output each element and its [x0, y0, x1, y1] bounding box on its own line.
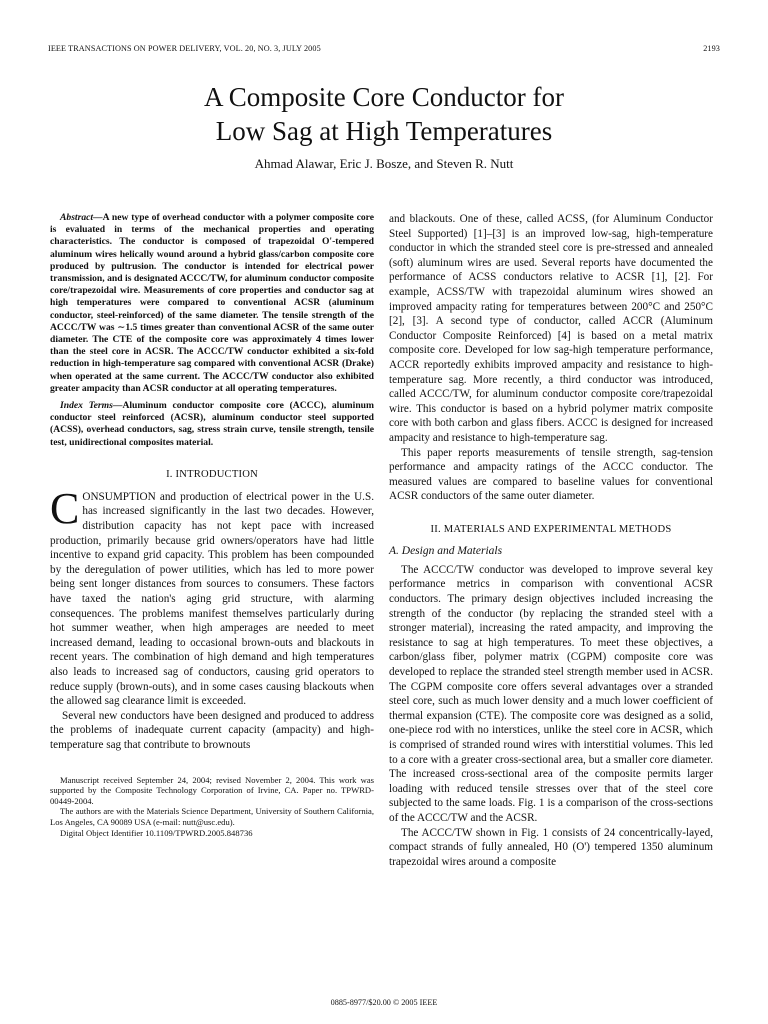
footnote-manuscript: Manuscript received September 24, 2004; revised November 2, 2004. This work was supported by the Composite Technology Corporation of Irvine, CA. Paper no. TPWRD-00449-2004. — [50, 774, 374, 806]
footnotes — [50, 775, 374, 839]
right-column — [389, 212, 713, 869]
paper-title — [0, 80, 768, 148]
footnote-doi: Digital Object Identifier 10.1109/TPWRD.2005.848736 — [60, 827, 253, 838]
right-paragraph-2: This paper reports measurements of tensile strength, sag-tension performance and ampacity ratings of the ACCC conductor. The measured values are compared to baseline values for conventional ACSR conductors of the same outer diameter. — [389, 446, 713, 503]
section-heading-materials: II. MATERIALS AND EXPERIMENTAL METHODS — [430, 523, 672, 535]
copyright-footer: 0885-8977/$20.00 © 2005 IEEE — [330, 998, 438, 1007]
title-line-2: Low Sag at High Temperatures — [215, 116, 553, 146]
design-paragraph-1: The ACCC/TW conductor was developed to improve several key performance metrics in comparison with conventional ACSR conductors. The primary design objectives included increasing the strength of the conductor (by replacing the stranded steel with a stronger material), increasing the rated ampacity, and improving the resistance to sag at high temperatures. To meet these objectives, a carbon/glass fiber, polymer matrix (CGPM) composite core was developed to replace the stranded steel strength member used in ACSR. The CGPM composite core offers several advantages over a stranded steel core, such as much lower density and a much lower coefficient of thermal expansion (CTE). The composite core was designed as a solid, one-piece rod with no interstices, unlike the steel core in ACSR, which is comprised of stranded round wires with interstitial volumes. This led to a core with a greater cross-sectional area, but a smaller core diameter. The increased cross-sectional area of the composite permits larger loading with reduced tensile stresses over that of the steel core subjected to the same loads. Fig. 1 is a comparison of the cross-sections of the ACCC/TW and the ACSR. — [389, 563, 713, 824]
abstract-text: A new type of overhead conductor with a polymer composite core is evaluated in terms of the mechanical properties and operating characteristics. The conductor is composed of trapezoidal O'-tempered aluminum wires helically wound around a hybrid glass/carbon composite core produced by pultrusion. The conductor is intended for electrical power transmission, and is designated ACCC/TW, for aluminum conductor composite core/trapezoidal wire. Measurements of core properties and conductor sag at high temperatures were compared to conventional ACSR (aluminum conductor, steel-reinforced) of the same diameter. The tensile strength of the ACCC/TW was ∼1.5 times greater than conventional ACSR of the same outer diameter. The CTE of the composite core was approximately 4 times lower than the steel core in ACSR. The ACCC/TW conductor exhibited a six-fold reduction in high-temperature sag compared with conventional ACSR (Drake) when operated at the same current. The ACCC/TW conductor also exhibited greater ampacity than ACSR conductor at all operating temperatures. — [50, 212, 374, 394]
index-terms — [50, 400, 374, 449]
design-paragraph-2: The ACCC/TW shown in Fig. 1 consists of 24 concentrically-layed, compact strands of fully annealed, H0 (O') tempered 1350 aluminum trapezoidal wires around a composite — [389, 826, 713, 868]
footnote-affiliation: The authors are with the Materials Science Department, University of Southern California, Los Angeles, CA 90089 USA (e-mail: nutt@usc.edu). — [50, 806, 374, 827]
journal-citation: IEEE TRANSACTIONS ON POWER DELIVERY, VOL. 20, NO. 3, JULY 2005 — [48, 44, 321, 53]
right-paragraph-1: and blackouts. One of these, called ACSS, (for Aluminum Conductor Steel Supported) [1]–[3] is an improved low-sag, high-temperature conductor in which the stranded steel core is pre-stressed and annealed (soft) aluminum wires are used. Several reports have documented the performance of ACSS conductors relative to ACSR [1], [2]. For example, ACSS/TW with trapezoidal aluminum wires showed an improved ampacity rating for temperatures between 200°C and 250°C [2], [3]. A second type of conductor, called ACCR (Aluminum Conductor Composite Reinforced) [4] is based on a metal matrix composite core. Developed for low sag-high temperature performance, ACCR reportedly exhibits improved ampacity and resistance to high-temperature sag. More recently, a third conductor was introduced, called ACCC/TW, for aluminum conductor composite core/trapezoidal wire. This conductor is based on a hybrid polymer matrix composite core with both carbon and glass fibers. ACCC is designed for increased ampacity and resistance to high-temperature sag. — [389, 213, 713, 444]
intro-paragraph-2: Several new conductors have been designed and produced to address the problems of inadequate current capacity (ampacity) and high-temperature sag that contribute to brownouts — [50, 709, 374, 751]
title-line-1: A Composite Core Conductor for — [204, 82, 564, 112]
drop-cap: C — [50, 483, 80, 533]
abstract-lead: Abstract— — [60, 212, 103, 223]
left-column — [50, 212, 374, 838]
index-terms-text: Aluminum conductor composite core (ACCC), aluminum conductor steel reinforced (ACSR), aluminum conductor steel supported (ACSS), overhead conductors, sag, stress strain curve, tensile strength, tensile test, unidirectional composites material. — [50, 400, 374, 448]
intro-paragraph-1 — [50, 483, 374, 709]
abstract — [50, 212, 374, 395]
index-terms-lead: Index Terms— — [60, 400, 123, 412]
author-list: Ahmad Alawar, Eric J. Bosze, and Steven R. Nutt — [254, 156, 514, 171]
intro-paragraph-1-text: ONSUMPTION and production of electrical power in the U.S. has increased significantly in the last two decades. However, distribution capacity has not kept pace with increased production, primarily because grid owners/operators have had little incentive to expand grid capacity. This problem has been compounded by the deregulation of power utilities, which has led to more power being sent longer distances from sources to consumers. These factors have taxed the nation's aging grid structure, with alarming consequences. The problems manifest themselves particularly during hot summer weather, when high amperages are needed to meet increased demand, leading to occasional brown-outs and blackouts in recent years. The combination of high demand and high temperatures also leads to increased sag of conductors, causing grid operators to reduce supply (brown-outs), and in some cases causing blackouts when the allowed sag clearance limit is exceeded. — [50, 490, 374, 708]
subsection-heading-design: A. Design and Materials — [389, 544, 503, 557]
page-number: 2193 — [703, 44, 720, 53]
section-heading-introduction: I. INTRODUCTION — [166, 468, 258, 480]
